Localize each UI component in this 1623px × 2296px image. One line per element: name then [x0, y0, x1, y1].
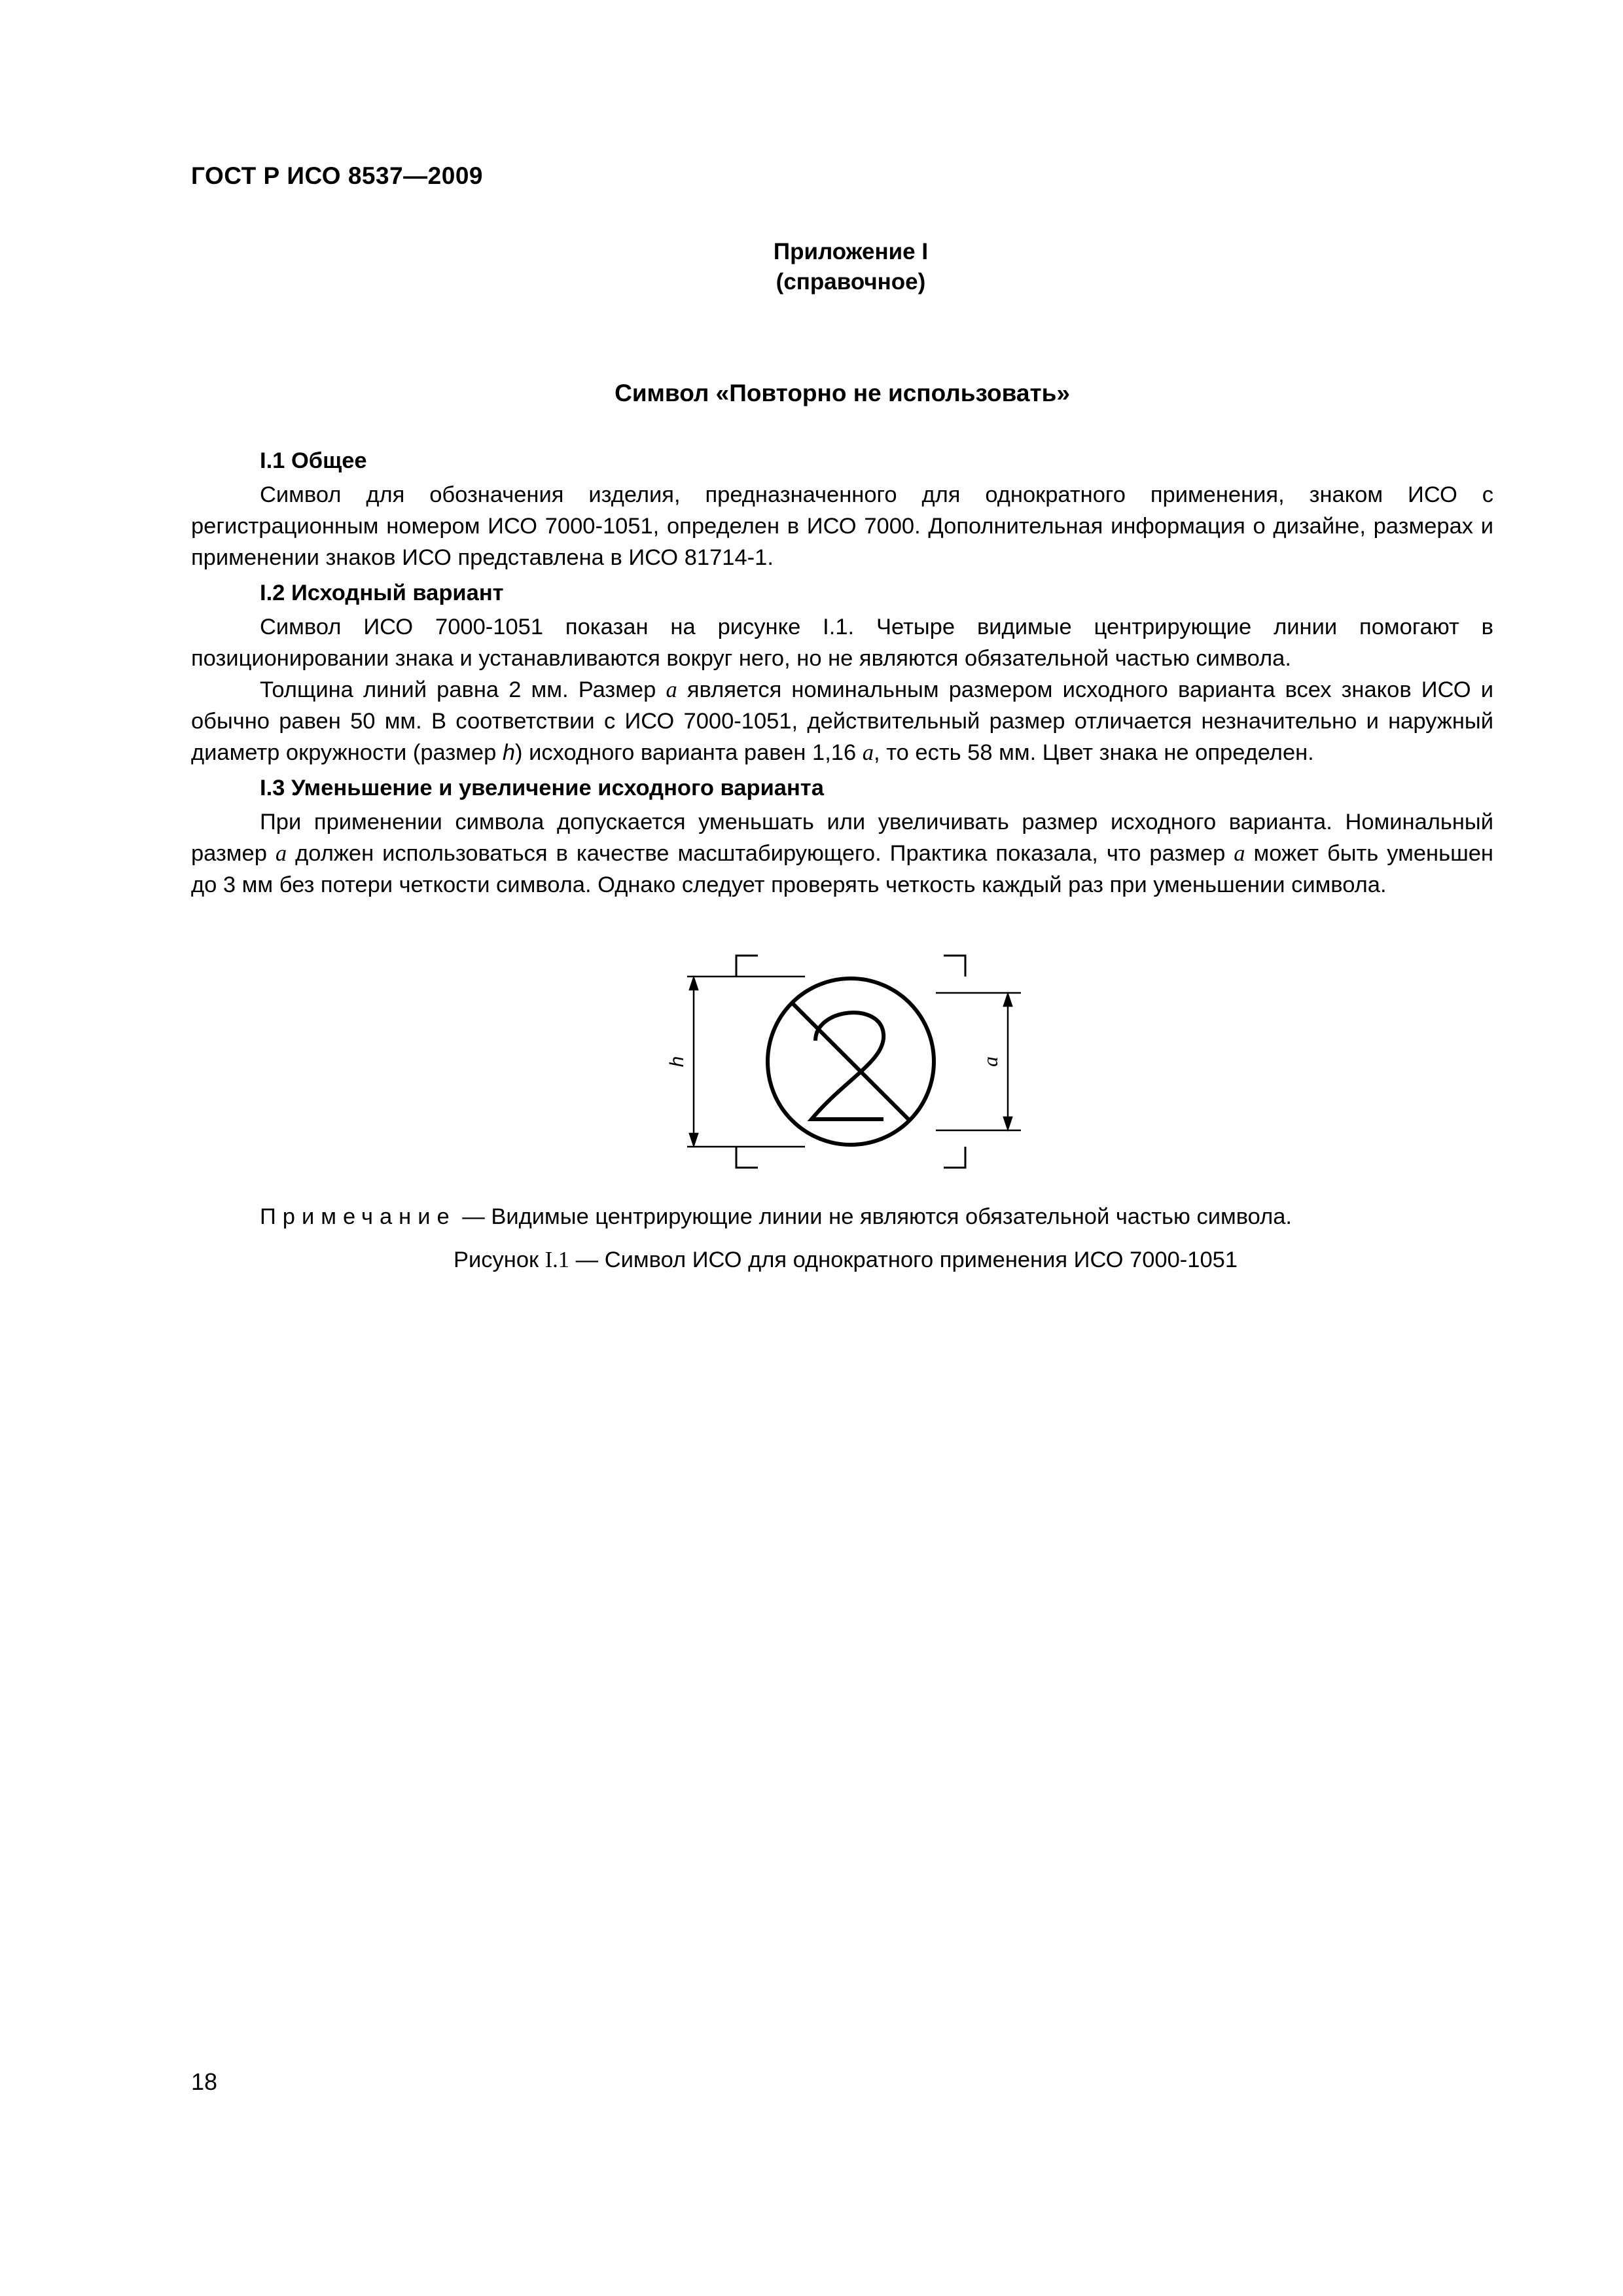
- text-run: должен использоваться в качестве масштабирующего. Практика показала, что размер: [287, 841, 1234, 866]
- page-number: 18: [191, 2068, 218, 2095]
- variable-a: a: [1234, 841, 1245, 866]
- dimension-h: [687, 977, 805, 1147]
- figure-single-use-symbol: [654, 936, 1047, 1185]
- page-title: Символ «Повторно не использовать»: [615, 380, 1070, 406]
- corner-mark-bottom-right: [944, 1147, 965, 1168]
- document-header: ГОСТ Р ИСО 8537—2009: [191, 162, 483, 189]
- text-run: является номинальным размером исходного варианта всех знаков ИСО и обычно равен 50 мм. В соответствии с ИСО 7000-1051, действительный размер отличается незначительно и наружный диаметр окружности (размер: [191, 677, 1493, 765]
- symbol-digit-two: [812, 1013, 883, 1119]
- figure-caption: [191, 1247, 1500, 1273]
- text-run: Толщина линий равна 2 мм. Размер: [260, 677, 666, 702]
- caption-number: I.1: [544, 1247, 570, 1272]
- text-run: , то есть 58 мм. Цвет знака не определен.: [874, 740, 1314, 765]
- caption-prefix: Рисунок: [453, 1247, 545, 1272]
- note-prefix: Примечание: [260, 1204, 456, 1229]
- section-2-paragraph-1: Символ ИСО 7000-1051 показан на рисунке I.1. Четыре видимые центрирующие линии помогают в позиционировании знака и устанавливаются вокруг него, но не являются обязательной частью символа.: [191, 615, 1493, 671]
- corner-mark-top-left: [736, 956, 758, 977]
- section-2-paragraph-2: [191, 674, 1493, 768]
- corner-mark-top-right: [944, 956, 965, 977]
- appendix-label: [681, 237, 1021, 297]
- symbol-diagonal-bar: [792, 1003, 910, 1121]
- variable-a: a: [666, 677, 677, 702]
- section-1-heading: I.1 Общее: [260, 448, 367, 473]
- note-text: — Видимые центрирующие линии не являются обязательной частью символа.: [455, 1204, 1292, 1229]
- document-body: [191, 445, 1493, 901]
- appendix-line-2: (справочное): [776, 269, 926, 295]
- dimension-h-label: h: [666, 1056, 688, 1067]
- section-3-paragraph-1: [191, 806, 1493, 901]
- corner-mark-bottom-left: [736, 1147, 758, 1168]
- variable-a: a: [275, 841, 287, 866]
- figure-note: [260, 1204, 1292, 1230]
- section-3-heading: I.3 Уменьшение и увеличение исходного варианта: [260, 776, 824, 800]
- dimension-a-label: a: [978, 1056, 1002, 1067]
- section-1-paragraph-1: Символ для обозначения изделия, предназначенного для однократного применения, знаком ИСО с регистрационным номером ИСО 7000-1051, определен в ИСО 7000. Дополнительная информация о дизайне, размерах и применении знаков ИСО представлена в ИСО 81714-1.: [191, 482, 1493, 570]
- variable-h: h: [502, 740, 516, 765]
- section-2-heading: I.2 Исходный вариант: [260, 581, 504, 605]
- text-run: ) исходного варианта равен 1,16: [515, 740, 863, 765]
- text-run: При применении символа допускается уменьшать или увеличивать размер исходного варианта. Номинальный размер: [191, 810, 1493, 866]
- text-run: может быть уменьшен до 3 мм без потери четкости символа. Однако следует проверять четкость каждый раз при уменьшении символа.: [191, 841, 1493, 897]
- single-use-symbol-drawing: [654, 936, 1047, 1185]
- caption-text: — Символ ИСО для однократного применения ИСО 7000-1051: [569, 1247, 1238, 1272]
- variable-a: a: [862, 740, 874, 765]
- appendix-line-1: Приложение I: [773, 239, 929, 264]
